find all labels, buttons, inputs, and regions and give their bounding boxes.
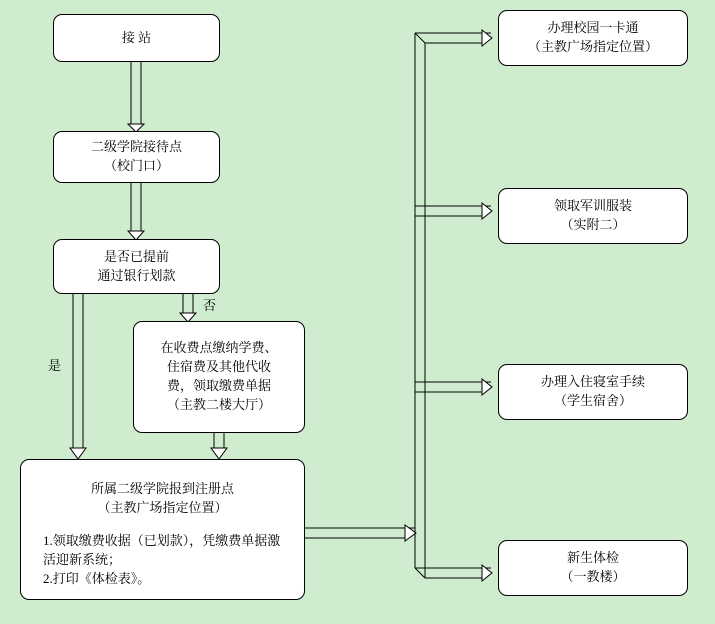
payment-line-3: 费，领取缴费单据 xyxy=(166,378,271,393)
campus-card-line-1: 办理校园一卡通 xyxy=(547,20,639,36)
connector-reception-to-college xyxy=(128,62,144,132)
connector-prepaid-to-payment xyxy=(180,294,196,322)
registration-step-1: 1.领取缴费收据（已划款），凭缴费单据激活迎新系统； xyxy=(43,533,281,567)
dormitory-line-2: （学生宿舍） xyxy=(553,393,632,408)
payment-node[interactable] xyxy=(133,321,305,433)
medical-exam-node[interactable] xyxy=(498,540,688,596)
registration-step-2: 2.打印《体检表》。 xyxy=(43,570,151,586)
connector-college-to-prepaid xyxy=(128,183,144,240)
payment-line-4: （主教二楼大厅） xyxy=(166,396,271,412)
registration-head-line-2: （主教广场指定位置） xyxy=(97,500,228,516)
registration-steps xyxy=(21,518,304,589)
campus-card-node[interactable] xyxy=(498,10,688,66)
medical-exam-line-1: 新生体检 xyxy=(566,550,619,566)
registration-head-line-1: 所属二级学院报到注册点 xyxy=(90,481,234,497)
reception-node[interactable] xyxy=(53,14,220,62)
prepaid-decision-line-1: 是否已提前 xyxy=(103,248,169,264)
military-uniform-node[interactable] xyxy=(498,188,688,244)
registration-heading xyxy=(21,470,304,518)
college-reception-point-line-1: 二级学院接待点 xyxy=(90,139,182,155)
edge-label-no: 否 xyxy=(203,298,217,313)
dormitory-node[interactable] xyxy=(498,364,688,420)
college-reception-point-node[interactable] xyxy=(53,131,220,183)
medical-exam-line-2: （一教楼） xyxy=(560,569,626,584)
connector-payment-to-register xyxy=(211,433,227,459)
connector-register-to-bus xyxy=(305,525,416,541)
reception-line-1: 接 站 xyxy=(121,29,152,45)
connector-bus-to-medical xyxy=(415,565,492,581)
edge-label-yes: 是 xyxy=(48,358,62,373)
connector-bus-to-uniform xyxy=(415,203,492,219)
registration-node[interactable] xyxy=(20,459,305,600)
payment-line-1: 在收费点缴纳学费、 xyxy=(160,340,278,356)
military-uniform-line-2: （实附二） xyxy=(560,217,626,232)
dormitory-line-1: 办理入住寝室手续 xyxy=(540,374,645,390)
campus-card-line-2: （主教广场指定位置） xyxy=(527,39,658,54)
college-reception-point-line-2: （校门口） xyxy=(103,158,169,173)
connector-bus-to-dorm xyxy=(415,379,492,395)
connector-bus-to-card xyxy=(415,30,492,46)
military-uniform-line-1: 领取军训服装 xyxy=(553,198,632,214)
prepaid-decision-node[interactable] xyxy=(53,239,220,294)
prepaid-decision-line-2: 通过银行划款 xyxy=(97,267,176,283)
connector-prepaid-to-register xyxy=(70,294,86,459)
payment-line-2: 住宿费及其他代收 xyxy=(166,359,271,375)
connector-vertical-bus xyxy=(415,33,425,578)
